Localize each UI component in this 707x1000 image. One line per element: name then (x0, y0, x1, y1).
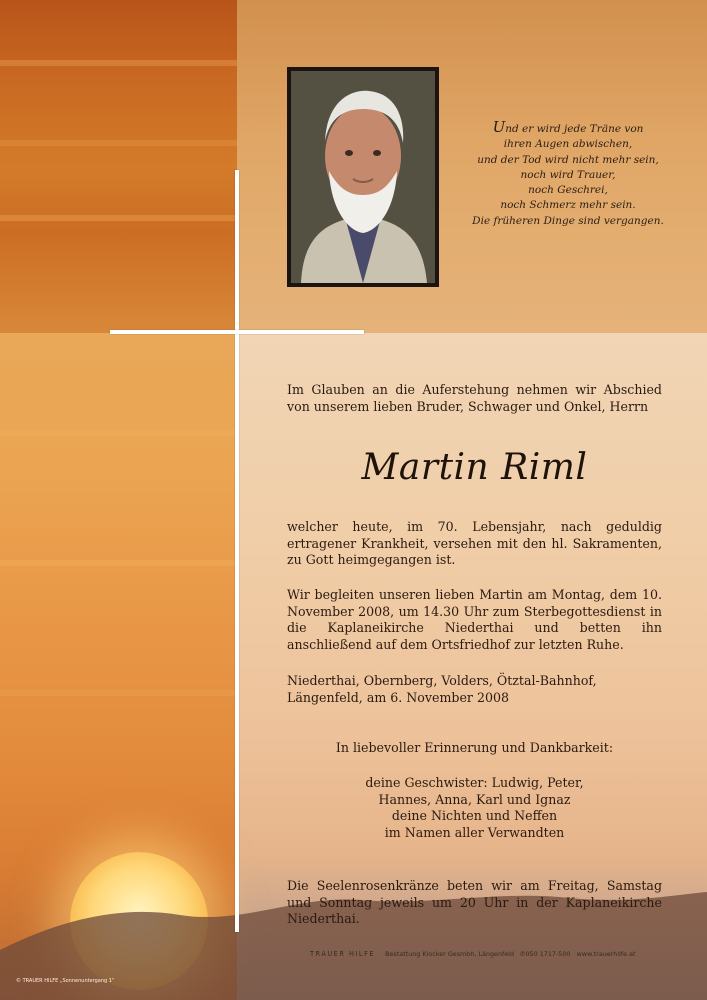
quote-line: noch wird Trauer, (520, 168, 616, 181)
cloud-streak (0, 60, 237, 66)
remembrance-text: In liebevoller Erinnerung und Dankbarkeit: (335, 740, 614, 755)
bible-quote (468, 120, 668, 229)
passing-text: welcher heute, im 70. Lebensjahr, nach geduldig ertragener Krankheit, versehen mit den hl. Sakramenten, zu Gott heimgegangen ist. (287, 519, 662, 568)
quote-line: noch Geschrei, (528, 184, 608, 197)
cloud-streak (0, 430, 237, 436)
place-date (287, 673, 662, 706)
mourner-line: Hannes, Anna, Karl und Ignaz (378, 791, 571, 807)
copyright-note: © TRAUER HILFE „Sonnenuntergang 1“ (16, 978, 115, 984)
mourners-list (287, 775, 662, 841)
portrait-illustration (291, 71, 435, 283)
mourner-line: deine Geschwister: Ludwig, Peter, (365, 775, 584, 790)
quote-line: und der Tod wird nicht mehr sein, (477, 153, 659, 166)
quote-initial: U (492, 118, 506, 136)
date-line: Längenfeld, am 6. November 2008 (287, 689, 509, 705)
rosary-text: Die Seelenrosenkränze beten wir am Freitag, Samstag und Sonntag jeweils um 20 Uhr in der Kaplaneikirche Niederthai. (287, 878, 662, 927)
quote-line: ihren Augen abwischen, (503, 138, 633, 151)
quote-line: noch Schmerz mehr sein. (500, 199, 636, 212)
cloud-streak (0, 140, 237, 146)
trauerhilfe-logo: TRAUER HILFE (310, 950, 376, 958)
funeral-text: Wir begleiten unseren lieben Martin am Montag, dem 10. November 2008, um 14.30 Uhr zum Sterbegottesdienst in die Kaplaneikirche Niederthai und betten ihn anschließend auf dem Ortsfriedhof zur letzten Ruhe. (287, 587, 662, 652)
footer (310, 950, 636, 958)
cross-vertical-bar (235, 170, 239, 932)
intro-text: Im Glauben an die Auferstehung nehmen wir Abschied von unserem lieben Bruder, Schwager und Onkel, Herrn (287, 382, 662, 414)
quote-line: Die früheren Dinge sind vergangen. (472, 214, 664, 227)
place-line: Niederthai, Obernberg, Volders, Ötztal-Bahnhof, (287, 673, 597, 688)
sunset-sky-top-left (0, 0, 237, 333)
quote-line: nd er wird jede Träne von (505, 123, 644, 135)
phone-number: ✆050 1717-500 (520, 950, 571, 958)
company-name: Bestattung Klocker Gesmbh, Längenfeld (385, 950, 515, 958)
cloud-streak (0, 215, 237, 221)
deceased-name: Martin Riml (361, 447, 588, 488)
mourner-line: im Namen aller Verwandten (384, 824, 565, 840)
cloud-streak (0, 560, 237, 566)
cross-horizontal-bar (110, 330, 364, 334)
portrait-photo (287, 67, 439, 287)
website-link: www.trauerhilfe.at (576, 950, 636, 958)
mourner-line: deine Nichten und Neffen (391, 808, 558, 824)
cloud-streak (0, 690, 237, 696)
